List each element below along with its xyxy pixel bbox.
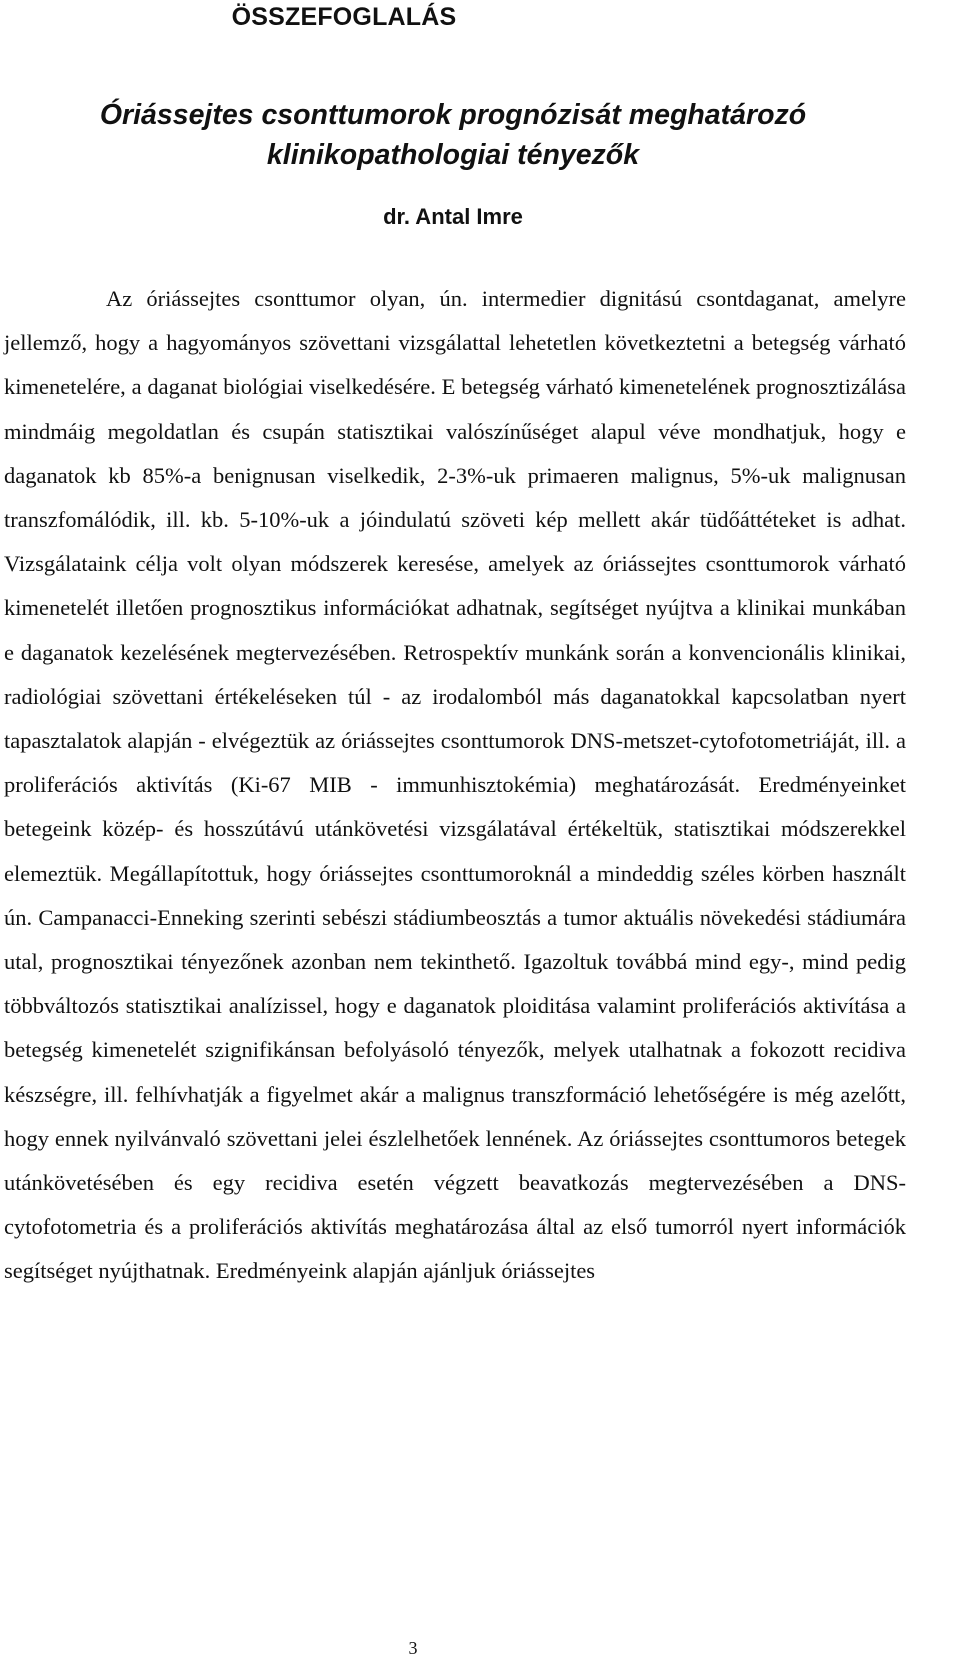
title-line-1: Óriássejtes csonttumorok prognózisát meghatározó <box>99 99 807 131</box>
author-name: dr. Antal Imre <box>383 204 523 229</box>
body-paragraph: Az óriássejtes csonttumor olyan, ún. intermedier dignitású csontdaganat, amelyre jellemző, hogy a hagyományos szövettani vizsgálattal lehetetlen következtetni a betegség várható kimenetelére, a daganat biológiai viselkedésére. E betegség várható kimenetelének prognosztizálása mindmáig megoldatlan és csupán statisztikai valószínűséget alapul véve mondhatjuk, hogy e daganatok kb 85%-a benignusan viselkedik, 2-3%-uk primaeren malignus, 5%-uk malignusan transzfomálódik, ill. kb. 5-10%-uk a jóindulatú szöveti kép mellett akár tüdőáttéteket is adhat. Vizsgálataink célja volt olyan módszerek keresése, amelyek az óriássejtes csonttumorok várható kimenetelét illetően prognosztikus információkat adhatnak, segítséget nyújtva a klinikai munkában e daganatok kezelésének megtervezésében. Retrospektív munkánk során a konvencionális klinikai, radiológiai szövettani értékeléseken túl - az irodalomból más daganatokkal kapcsolatban nyert tapasztalatok alapján - elvégeztük az óriássejtes csonttumorok DNS-metszet-cytofotometriáját, ill. a proliferációs aktivítás (Ki-67 MIB - immunhisztokémia) meghatározását. Eredményeinket betegeink közép- és hosszútávú utánkövetési vizsgálatával értékeltük, statisztikai módszerekkel elemeztük. Megállapítottuk, hogy óriássejtes csonttumoroknál a mindeddig széles körben használt ún. Campanacci-Enneking szerinti sebészi stádiumbeosztás a tumor aktuális növekedési stádiumára utal, prognosztikai tényezőnek azonban nem tekinthető. Igazoltuk továbbá mind egy-, mind pedig többváltozós statisztikai analízissel, hogy e daganatok ploiditása valamint proliferációs aktivítása a betegség kimenetelét szignifikánsan befolyásoló tényezők, melyek utalhatnak a fokozott recidiva készségre, ill. felhívhatják a figyelmet akár a malignus transzformáció lehetőségére is még azelőtt, hogy ennek nyilvánvaló szövettani jelei észlelhetőek lennének. Az óriássejtes csonttumoros betegek utánkövetésében és egy recidiva esetén végzett beavatkozás megtervezésében a DNS-cytofotometria és a proliferációs aktivítás meghatározása által az első tumorról nyert információk segítséget nyújthatnak. Eredményeink alapján ajánljuk óriássejtes <box>4 286 906 1284</box>
section-heading: ÖSSZEFOGLALÁS <box>231 3 457 31</box>
document-title <box>0 95 906 175</box>
page-number: 3 <box>408 1638 418 1658</box>
title-line-2: klinikopathologiai tényezők <box>266 139 640 171</box>
